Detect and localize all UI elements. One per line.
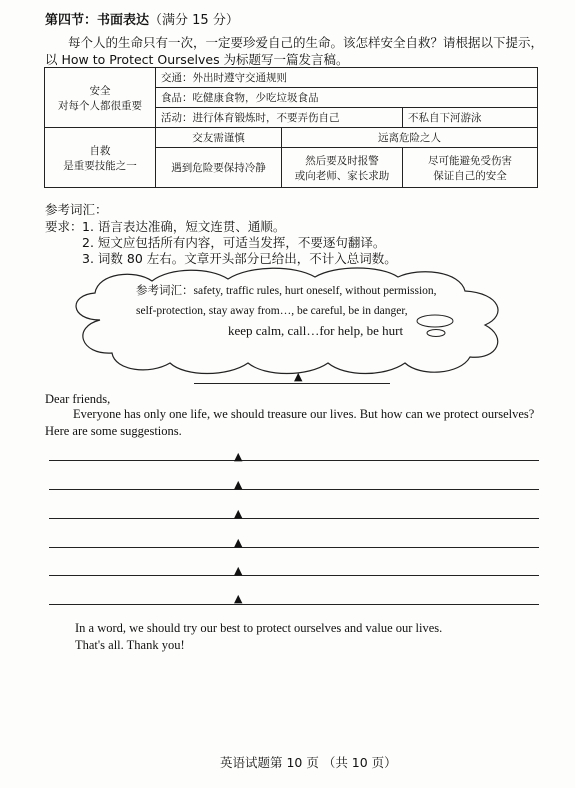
prompt-intro-line-2: 以 How to Protect Ourselves 为标题写一篇发言稿。 <box>45 52 349 67</box>
vocab-box <box>136 281 466 341</box>
section-score: （满分 15 分） <box>149 13 239 28</box>
writing-line-5[interactable] <box>49 575 539 576</box>
section-title <box>45 9 239 28</box>
writing-line-4[interactable] <box>49 547 539 548</box>
avoid-line-2: 保证自己的安全 <box>433 169 507 182</box>
selfhelp-label: 自救 <box>89 144 111 157</box>
section-title-text: 第四节：书面表达 <box>45 13 150 28</box>
stay-away-cell: 远离危险之人 <box>282 128 538 148</box>
requirement-1: 1. 语言表达准确，短文连贯、通顺。 <box>82 219 286 234</box>
selfhelp-label-cell <box>45 128 156 188</box>
writing-marker-2: ▲ <box>234 478 243 491</box>
letter-opening-2: Here are some suggestions. <box>45 424 182 438</box>
report-line-2: 或向老师、家长求助 <box>294 169 390 182</box>
letter-opening-1: Everyone has only one life, we should treasure our lives. But how can we protect ourselves? <box>73 407 535 421</box>
avoid-harm-cell <box>403 148 538 188</box>
vocab-line-3: keep calm, call…for help, be hurt <box>228 323 404 338</box>
title-marker: ▲ <box>294 370 303 383</box>
writing-line-3[interactable] <box>49 518 539 519</box>
requirement-3: 3. 词数 80 左右。文章开头部分已给出，不计入总词数。 <box>82 251 397 266</box>
writing-line-6[interactable] <box>49 604 539 605</box>
writing-marker-4: ▲ <box>234 536 243 549</box>
writing-marker-1: ▲ <box>234 450 243 463</box>
writing-marker-6: ▲ <box>234 592 243 605</box>
page-footer: 英语试题第 10 页 （共 10 页） <box>220 755 397 770</box>
avoid-line-1: 尽可能避免受伤害 <box>428 154 512 167</box>
letter-closing-2: That's all. Thank you! <box>75 638 185 652</box>
safety-sublabel: 对每个人都很重要 <box>58 99 142 112</box>
title-answer-line[interactable] <box>194 383 390 384</box>
traffic-cell: 交通：外出时遵守交通规则 <box>156 68 538 88</box>
activity-cell: 活动：进行体育锻炼时，不要弄伤自己 <box>156 108 403 128</box>
prompt-intro-line-1: 每个人的生命只有一次，一定要珍爱自己的生命。该怎样安全自救？请根据以下提示， <box>68 35 544 50</box>
writing-marker-3: ▲ <box>234 507 243 520</box>
letter-greeting: Dear friends, <box>45 392 111 406</box>
stay-calm-cell: 遇到危险要保持冷静 <box>156 148 282 188</box>
safety-label-cell <box>45 68 156 128</box>
writing-line-2[interactable] <box>49 489 539 490</box>
vocab-heading: 参考词汇： <box>45 202 108 217</box>
food-cell: 食品：吃健康食物，少吃垃圾食品 <box>156 88 538 108</box>
vocab-line-2: self-protection, stay away from…, be careful, be in danger, <box>136 305 408 317</box>
careful-friends-cell: 交友需谨慎 <box>156 128 282 148</box>
writing-marker-5: ▲ <box>234 564 243 577</box>
selfhelp-sublabel: 是重要技能之一 <box>63 159 137 172</box>
report-cell <box>282 148 403 188</box>
letter-closing-1: In a word, we should try our best to protect ourselves and value our lives. <box>75 621 443 635</box>
no-swim-cell: 不私自下河游泳 <box>403 108 538 128</box>
requirement-2: 2. 短文应包括所有内容，可适当发挥，不要逐句翻译。 <box>82 235 386 250</box>
requirements-heading: 要求： <box>45 219 83 234</box>
prompt-table <box>44 67 538 188</box>
safety-label: 安全 <box>89 84 111 97</box>
vocab-line-1: 参考词汇：safety, traffic rules, hurt oneself, without permission, <box>136 285 437 297</box>
writing-line-1[interactable] <box>49 460 539 461</box>
report-line-1: 然后要及时报警 <box>305 154 379 167</box>
